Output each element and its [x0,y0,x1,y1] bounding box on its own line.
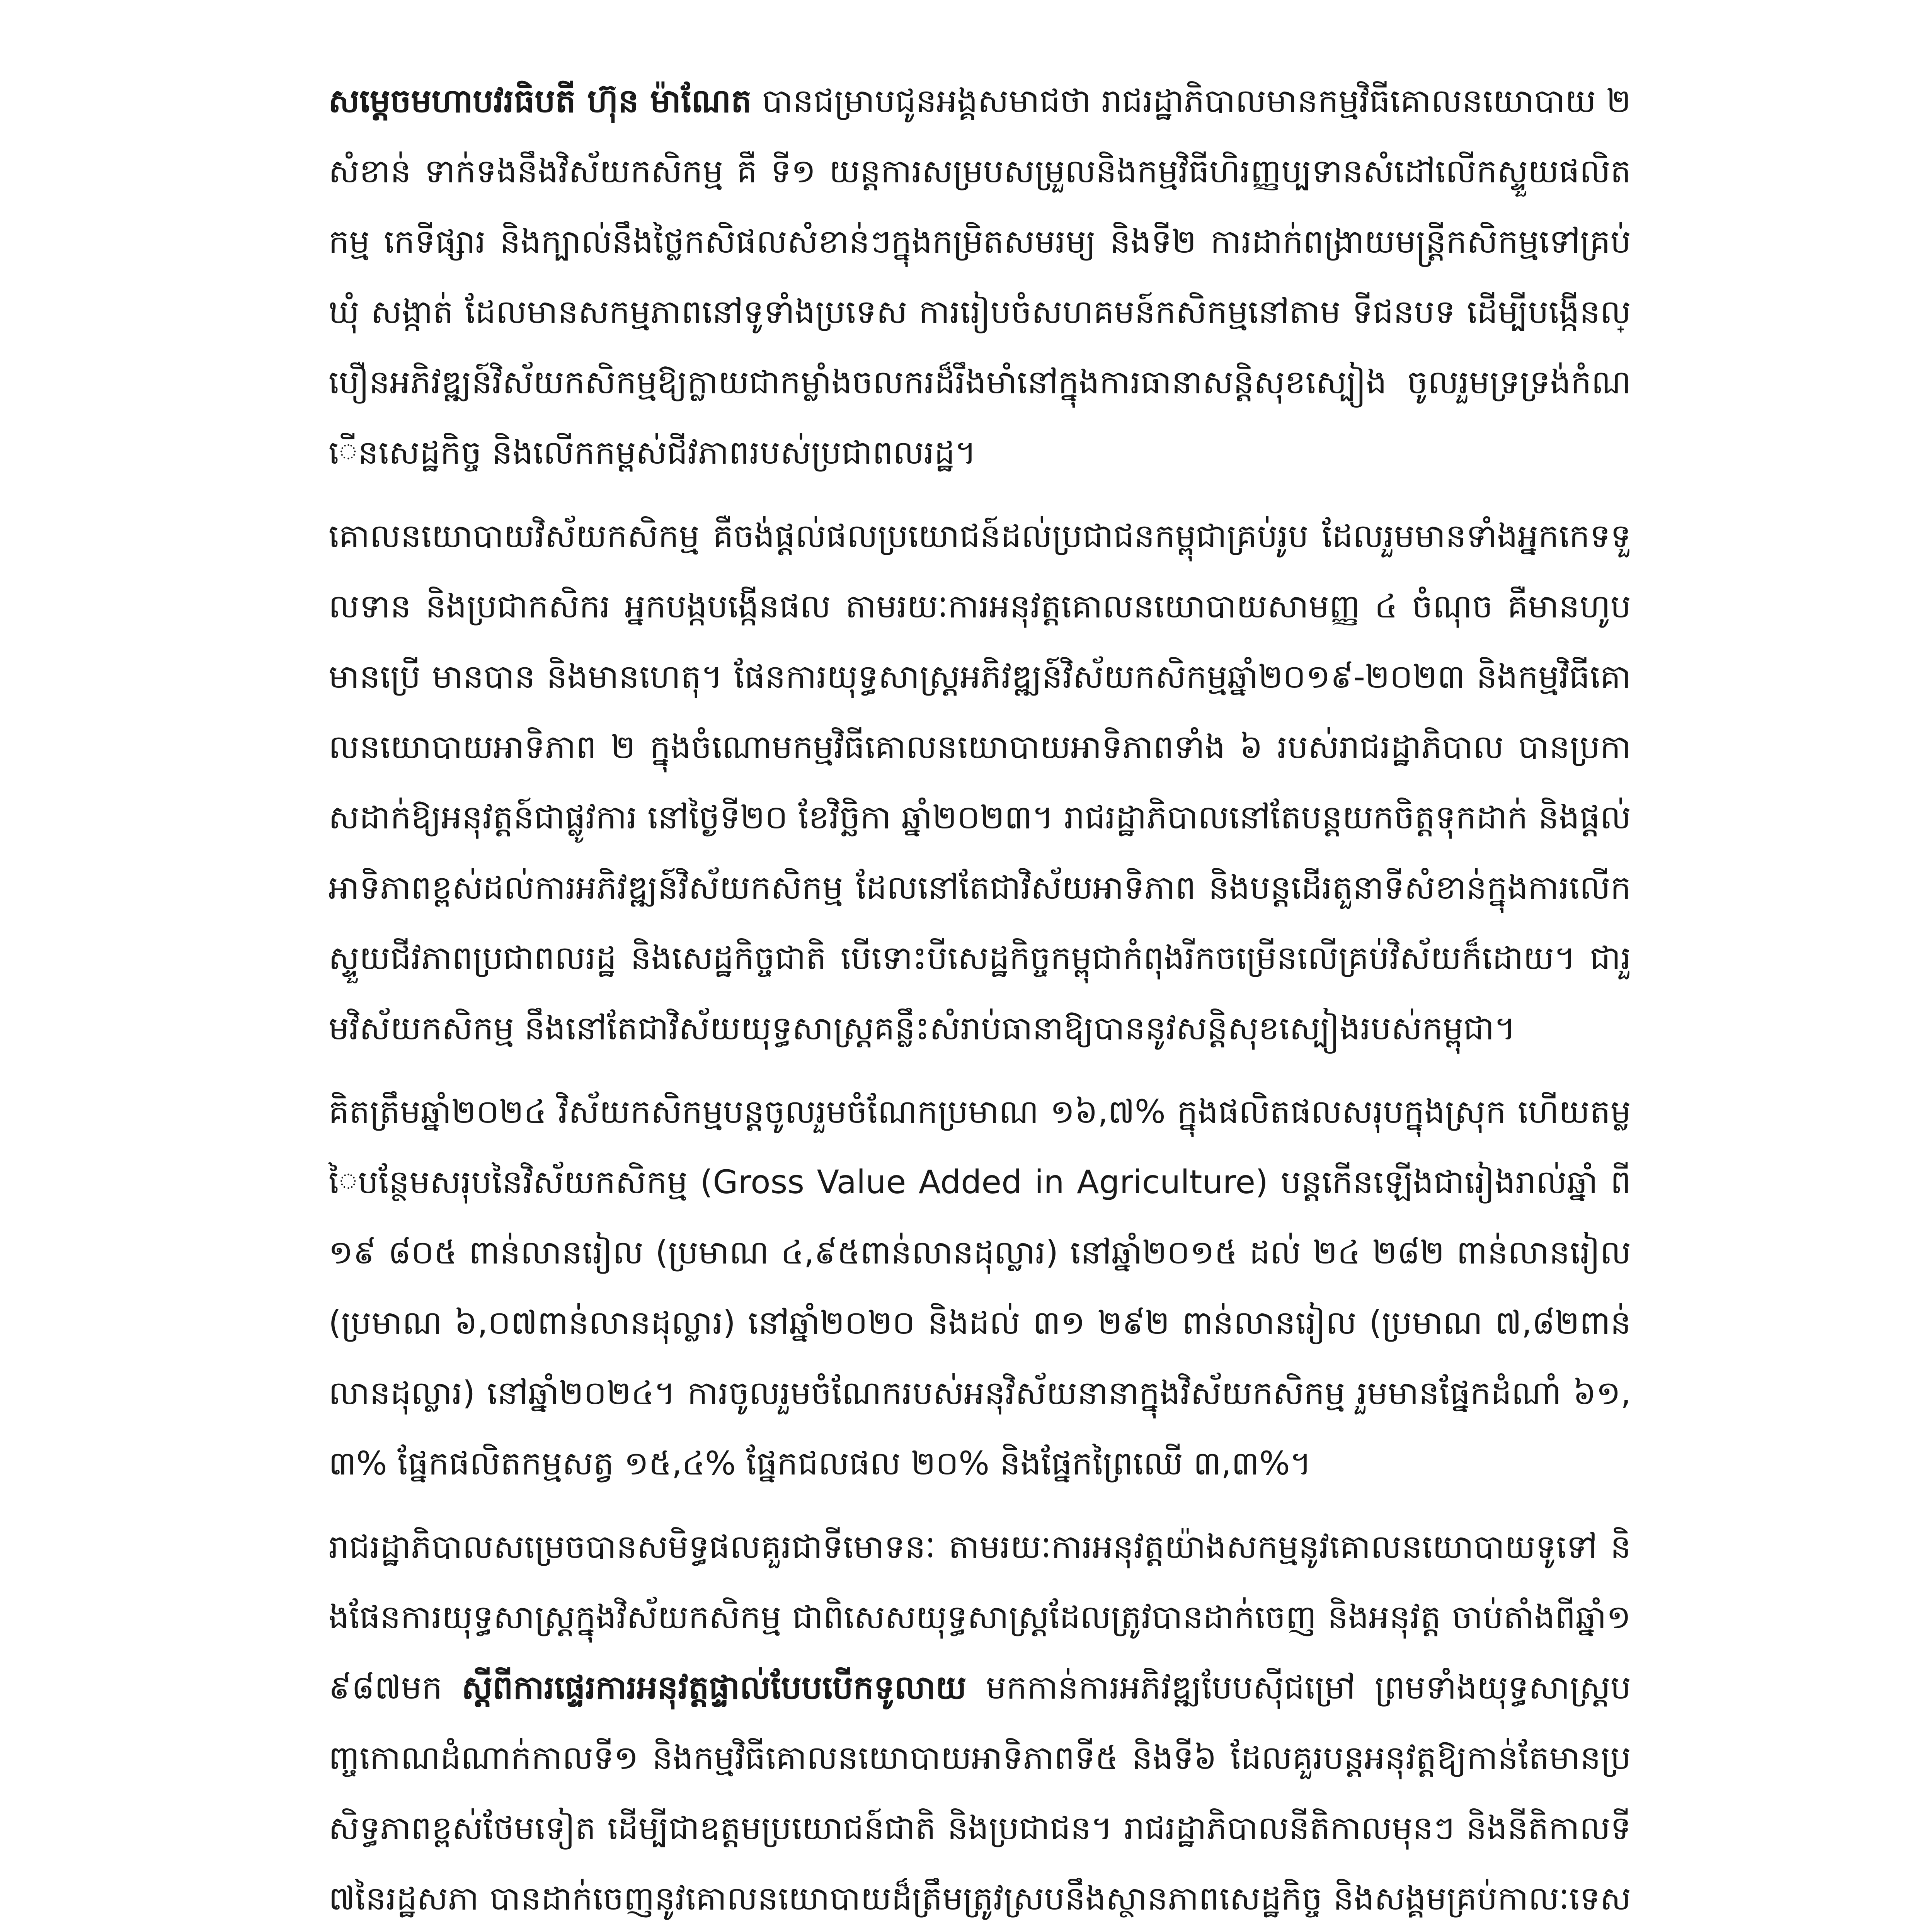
paragraph-3-text: គិតត្រឹមឆ្នាំ២០២៤ វិស័យកសិកម្មបន្តចូលរួមចំណែកប្រមាណ ១៦,៧% ក្នុងផលិតផលសរុបក្នុងស្រុក ហើយតម្លៃបន្ថែមសរុបនៃវិស័យកសិកម្ម (Gross Value Added in Agriculture) បន្តកើនឡើងជារៀងរាល់ឆ្នាំ ពី ១៩ ៨០៥ ពាន់លានរៀល (ប្រមាណ ៤,៩៥ពាន់លានដុល្លារ) នៅឆ្នាំ២០១៥ ដល់ ២៤ ២៨២ ពាន់លានរៀល (ប្រមាណ ៦,០៧ពាន់លានដុល្លារ) នៅឆ្នាំ២០២០ និងដល់ ៣១ ២៩២ ពាន់លានរៀល (ប្រមាណ ៧,៨២ពាន់លានដុល្លារ) នៅឆ្នាំ២០២៤។ ការចូលរួមចំណែករបស់អនុវិស័យនានាក្នុងវិស័យកសិកម្ម រួមមានផ្នែកដំណាំ ៦១,៣% ផ្នែកផលិតកម្មសត្វ ១៥,៤% ផ្នែកជលផល ២០% និងផ្នែកព្រៃឈើ ៣,៣%។ [329,1093,1631,1482]
paragraph-2-text: គោលនយោបាយវិស័យកសិកម្ម គឺចង់ផ្តល់ផលប្រយោជន៍ដល់ប្រជាជនកម្ពុជាគ្រប់រូប ដែលរួមមានទាំងអ្នកកេទទួលទាន និងប្រជាកសិករ អ្នកបង្កបង្កើនផល តាមរយៈការអនុវត្តគោលនយោបាយសាមញ្ញ ៤ ចំណុច គឺមានហូប មានប្រើ មានបាន និងមានហេតុ។ ផែនការយុទ្ធសាស្ត្រអភិវឌ្ឍន៍វិស័យកសិកម្មឆ្នាំ២០១៩-២០២៣ និងកម្មវិធីគោលនយោបាយអាទិភាព ២ ក្នុងចំណោមកម្មវិធីគោលនយោបាយអាទិភាពទាំង ៦ របស់រាជរដ្ឋាភិបាល បានប្រកាសដាក់ឱ្យអនុវត្តន៍ជាផ្លូវការ នៅថ្ងៃទី២០ ខែវិច្ឆិកា ឆ្នាំ២០២៣។ រាជរដ្ឋាភិបាលនៅតែបន្តយកចិត្តទុកដាក់ និងផ្តល់អាទិភាពខ្ពស់ដល់ការអភិវឌ្ឍន៍វិស័យកសិកម្ម ដែលនៅតែជាវិស័យអាទិភាព និងបន្តដើរតួនាទីសំខាន់ក្នុងការលើកស្ទួយជីវភាពប្រជាពលរដ្ឋ និងសេដ្ឋកិច្ចជាតិ បើទោះបីសេដ្ឋកិច្ចកម្ពុជាកំពុងរីកចម្រើនលើគ្រប់វិស័យក៏ដោយ។ ជារួមវិស័យកសិកម្ម នឹងនៅតែជាវិស័យយុទ្ធសាស្ត្រគន្លឹះសំរាប់ធានាឱ្យបាននូវសន្តិសុខស្បៀងរបស់កម្ពុជា។ [329,517,1631,1047]
paragraph-1-lead: សម្តេចមហាបវរធិបតី ហ៊ុន ម៉ាណែត [329,82,752,120]
paragraph-2 [329,501,1631,1063]
paragraph-1-text: បានជម្រាបជូនអង្គសមាជថា រាជរដ្ឋាភិបាលមានកម្មវិធីគោលនយោបាយ ២ សំខាន់ ទាក់ទងនឹងវិស័យកសិកម្ម គឺ ទី១ យន្តការសម្របសម្រួលនិងកម្មវិធីហិរញ្ញប្បទានសំដៅលើកស្ទួយផលិតកម្ម កេទីផ្សារ និងក្បាល់នឹងថ្លៃកសិផលសំខាន់ៗក្នុងកម្រិតសមរម្យ និងទី២ ការដាក់ពង្រាយមន្ត្រីកសិកម្មទៅគ្រប់ឃុំ សង្កាត់ ដែលមានសកម្មភាពនៅទូទាំងប្រទេស ការរៀបចំសហគមន៍កសិកម្មនៅតាម ទីជនបទ ដើម្បីបង្កើនល្បឿនអភិវឌ្ឍន៍វិស័យកសិកម្មឱ្យក្លាយជាកម្លាំងចលករដ៏រឹងមាំនៅក្នុងការធានាសន្តិសុខស្បៀង ចូលរួមទ្រទ្រង់កំណើនសេដ្ឋកិច្ច និងលើកកម្ពស់ជីវភាពរបស់ប្រជាពលរដ្ឋ។ [329,82,1631,471]
paragraph-4-text-b: មកកាន់ការអភិវឌ្ឍបែបស៊ីជម្រៅ ព្រមទាំងយុទ្ធសាស្ត្របញ្ចកោណដំណាក់កាលទី១ និងកម្មវិធីគោលនយោបាយអាទិភាពទី៥ និងទី៦ ដែលគួរបន្តអនុវត្តឱ្យកាន់តែមានប្រសិទ្ធភាពខ្ពស់ថែមទៀត ដើម្បីជាឧត្តមប្រយោជន៍ជាតិ និងប្រជាជន។ រាជរដ្ឋាភិបាលនីតិកាលមុនៗ និងនីតិកាលទី៧នៃរដ្ឋសភា បានដាក់ចេញនូវគោលនយោបាយដ៏ត្រឹមត្រូវស្របនឹងស្ថានភាពសេដ្ឋកិច្ច និងសង្គមគ្រប់កាលៈទេ [329,1668,1631,1917]
paragraph-1 [329,66,1631,488]
paragraph-4-text-a: រាជរដ្ឋាភិបាលសម្រេចបានសមិទ្ធផលគួរជាទីមោទនៈ តាមរយៈការអនុវត្តយ៉ាងសកម្មនូវគោលនយោបាយទូទៅ និងផែនការយុទ្ធសាស្ត្រក្នុងវិស័យកសិកម្ម ជាពិសេសយុទ្ធសាស្ត្រដែលត្រូវបានដាក់ចេញ និងអនុវត្ត ចាប់តាំងពីឆ្នាំ១៩៨៧មក [329,1528,1631,1706]
body-text [329,66,1631,1932]
paragraph-4-emphasis: ស្តីពីការផ្ទេរការអនុវត្តផ្ទាល់បែបបើកទូលាយ [461,1668,967,1706]
paragraph-4 [329,1512,1631,1932]
paragraph-3 [329,1077,1631,1498]
